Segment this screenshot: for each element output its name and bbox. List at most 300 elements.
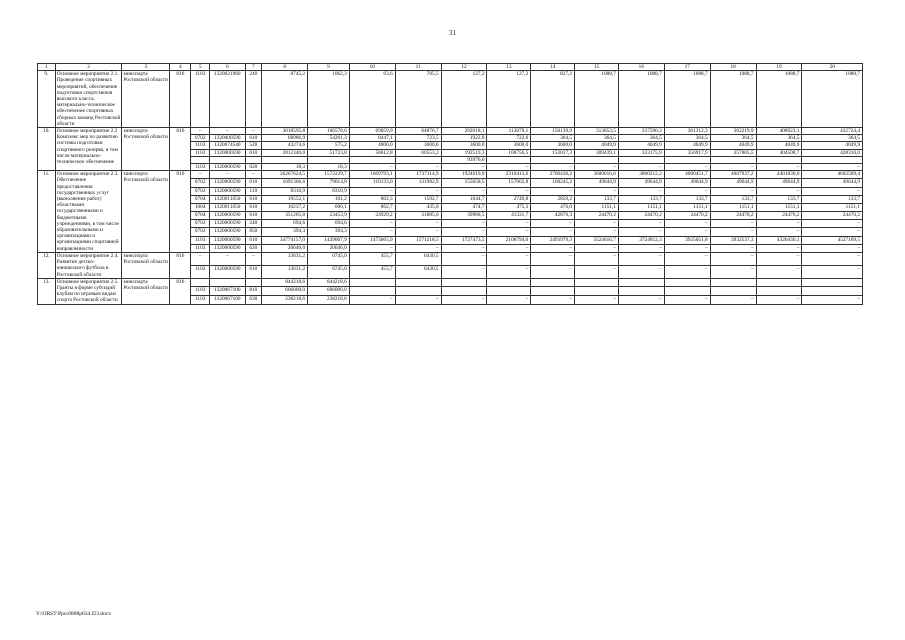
amount-cell: –	[441, 295, 487, 304]
amount-cell: 49644,9	[618, 179, 664, 187]
amount-cell: 1151,1	[710, 203, 756, 211]
amount-cell	[395, 156, 441, 163]
column-header: 4	[170, 64, 191, 71]
amount-cell: –	[710, 244, 756, 252]
amount-cell	[487, 287, 531, 296]
amount-cell: 18,3	[308, 164, 350, 171]
amount-cell: 4527169,5	[802, 236, 863, 244]
amount-cell: –	[710, 187, 756, 195]
amount-cell: –	[618, 220, 664, 228]
amount-cell: –	[710, 164, 756, 171]
amount-cell: –	[441, 187, 487, 195]
code-cell: 850	[245, 228, 262, 236]
amount-cell: 155058,5	[441, 179, 487, 187]
amount-cell	[262, 156, 308, 163]
code-cell: 520	[245, 142, 262, 149]
amount-cell: 364,5	[710, 135, 756, 142]
amount-cell: 4000,0	[349, 142, 395, 149]
amount-cell: 862,7	[349, 203, 395, 211]
amount-cell: –	[531, 265, 575, 278]
grbs-code: 816	[170, 171, 191, 253]
amount-cell: 106578,6	[308, 128, 350, 135]
code-cell: 110	[245, 187, 262, 195]
table-row	[38, 171, 863, 179]
measure-name: Основное мероприятие 2.3. Обеспечение предоставления государственных услуг (выполнение работ) областными государственными и бюджетными учреждениями, в том числе образовательными и организациями и организациями спортивной направленности	[55, 171, 122, 253]
code-cell: 1320000590	[210, 149, 245, 156]
amount-cell: –	[618, 228, 664, 236]
amount-cell: –	[349, 244, 395, 252]
amount-cell: 351265,8	[262, 212, 308, 220]
amount-cell: 408923,1	[756, 128, 802, 135]
executor: минспорта Ростовской области	[122, 71, 170, 128]
grbs-code: 816	[170, 128, 191, 171]
amount-cell: 133,7	[756, 195, 802, 203]
amount-cell: –	[756, 252, 802, 265]
amount-cell: 575,2	[308, 142, 350, 149]
amount-cell: 394,3	[262, 228, 308, 236]
code-cell: –	[191, 252, 210, 265]
amount-cell: 127,2	[487, 71, 531, 128]
amount-cell: –	[664, 252, 710, 265]
amount-cell: –	[575, 187, 619, 195]
amount-cell: –	[802, 244, 863, 252]
amount-cell: –	[756, 265, 802, 278]
code-cell: 1320011050	[210, 203, 245, 211]
amount-cell: 313853,5	[575, 128, 619, 135]
amount-cell: 56612,8	[349, 149, 395, 156]
code-cell: 1320067100	[210, 287, 245, 296]
amount-cell: –	[802, 265, 863, 278]
code-cell	[191, 278, 210, 287]
amount-cell: –	[487, 252, 531, 265]
amount-cell: 2749,8	[487, 195, 531, 203]
executor: минспорта Ростовской области	[122, 171, 170, 253]
grbs-code: 816	[170, 252, 191, 278]
code-cell: 0702	[191, 228, 210, 236]
code-cell: 1320000590	[210, 220, 245, 228]
amount-cell: –	[441, 252, 487, 265]
amount-cell: 474,7	[441, 203, 487, 211]
column-header: 5	[191, 64, 210, 71]
amount-cell: 110133,0	[349, 179, 395, 187]
amount-cell: 192519,3	[441, 149, 487, 156]
code-cell: 610	[245, 236, 262, 244]
column-header: 8	[262, 64, 308, 71]
amount-cell: 1088,7	[618, 71, 664, 128]
column-header: 9	[308, 64, 350, 71]
amount-cell	[802, 156, 863, 163]
amount-cell: 1151,1	[618, 203, 664, 211]
amount-cell	[395, 278, 441, 287]
code-cell	[245, 278, 262, 287]
amount-cell: 3800212,2	[618, 171, 664, 179]
amount-cell: 133,7	[618, 195, 664, 203]
amount-cell: 1922,8	[441, 135, 487, 142]
amount-cell	[349, 278, 395, 287]
amount-cell: 24929,2	[349, 212, 395, 220]
amount-cell: 8447,1	[349, 135, 395, 142]
amount-cell: –	[575, 228, 619, 236]
page-number: 31	[449, 29, 456, 37]
amount-cell: 6745,0	[308, 252, 350, 265]
code-cell: 1103	[191, 149, 210, 156]
amount-cell: –	[487, 244, 531, 252]
amount-cell: –	[575, 244, 619, 252]
code-cell: 610	[245, 265, 262, 278]
amount-cell: 1151,1	[575, 203, 619, 211]
amount-cell: 113079,1	[487, 128, 531, 135]
code-cell	[191, 156, 210, 163]
code-cell: 0702	[191, 220, 210, 228]
code-cell: 1320000590	[210, 164, 245, 171]
executor: минспорта Ростовской области	[122, 278, 170, 304]
amount-cell: 4401830,0	[756, 171, 802, 179]
amount-cell: 3600,0	[487, 142, 531, 149]
amount-cell: –	[395, 295, 441, 304]
amount-cell: –	[441, 265, 487, 278]
amount-cell: 364,5	[756, 135, 802, 142]
code-cell: –	[210, 171, 245, 179]
column-header: 1	[38, 64, 56, 71]
amount-cell	[487, 278, 531, 287]
amount-cell: 24470,2	[664, 212, 710, 220]
amount-cell: 1737114,9	[395, 171, 441, 179]
amount-cell: –	[531, 228, 575, 236]
amount-cell: 1439007,9	[308, 236, 350, 244]
amount-cell: 6745,0	[308, 265, 350, 278]
amount-cell	[618, 278, 664, 287]
amount-cell: 606000,0	[262, 287, 308, 296]
column-header: 16	[618, 64, 664, 71]
executor: минспорта Ростовской области	[122, 128, 170, 171]
code-cell: 0702	[191, 179, 210, 187]
amount-cell: –	[487, 265, 531, 278]
amount-cell: 337590,3	[618, 128, 664, 135]
amount-cell: –	[756, 295, 802, 304]
amount-cell	[349, 156, 395, 163]
amount-cell: 357805,5	[710, 149, 756, 156]
amount-cell: 3524616,7	[575, 236, 619, 244]
amount-cell: 1151,1	[756, 203, 802, 211]
amount-cell: –	[531, 252, 575, 265]
amount-cell: –	[802, 164, 863, 171]
amount-cell: 1572229,7	[308, 171, 350, 179]
amount-cell	[802, 278, 863, 287]
amount-cell: 24470,2	[575, 212, 619, 220]
amount-cell: 4049,9	[575, 142, 619, 149]
amount-cell: 133,7	[710, 195, 756, 203]
amount-cell: –	[395, 187, 441, 195]
amount-cell: –	[802, 295, 863, 304]
table-row	[38, 252, 863, 265]
grbs-code: 816	[170, 71, 191, 128]
code-cell: –	[245, 171, 262, 179]
amount-cell: 60553,2	[395, 149, 441, 156]
amount-cell: 6430,5	[395, 252, 441, 265]
amount-cell: 23453,9	[308, 212, 350, 220]
amount-cell: 1088,7	[575, 71, 619, 128]
amount-cell: 49644,9	[575, 179, 619, 187]
amount-cell: 4049,9	[802, 142, 863, 149]
amount-cell: 1151,1	[802, 203, 863, 211]
measure-name: Основное мероприятие 2.2 Комплекс мер по развитию системы подготовки спортивного резерва, в том числе материально-техническое обеспечение	[55, 128, 122, 171]
amount-cell: 1091366,6	[262, 179, 308, 187]
code-cell: 1103	[191, 287, 210, 296]
amount-cell: 101,2	[308, 195, 350, 203]
amount-cell: 8745,2	[262, 71, 308, 128]
column-header: 19	[756, 64, 802, 71]
code-cell: –	[210, 128, 245, 135]
amount-cell: –	[664, 265, 710, 278]
budget-table	[37, 63, 863, 305]
amount-cell: 3018595,8	[262, 128, 308, 135]
row-number: 13.	[38, 278, 56, 304]
amount-cell: –	[575, 295, 619, 304]
amount-cell: 361312,3	[664, 128, 710, 135]
amount-cell: 13631,2	[262, 252, 308, 265]
amount-cell: 802,3	[349, 195, 395, 203]
amount-cell: –	[618, 187, 664, 195]
code-cell: 1103	[191, 295, 210, 304]
header-row	[38, 64, 863, 71]
amount-cell: 20646,0	[308, 244, 350, 252]
amount-cell: 127,2	[441, 71, 487, 128]
amount-cell	[575, 287, 619, 296]
amount-cell: 606000,0	[308, 287, 350, 296]
amount-cell	[441, 278, 487, 287]
amount-cell	[487, 156, 531, 163]
amount-cell: 4049,9	[664, 142, 710, 149]
amount-cell: 3925051,8	[664, 236, 710, 244]
table-row	[38, 71, 863, 128]
amount-cell: 3600016,6	[575, 171, 619, 179]
code-cell: 1320000590	[210, 228, 245, 236]
amount-cell: 31885,0	[395, 212, 441, 220]
amount-cell: 18,3	[262, 164, 308, 171]
column-header: 18	[710, 64, 756, 71]
amount-cell: 4049,9	[618, 142, 664, 149]
code-cell: 1103	[191, 164, 210, 171]
amount-cell: 364,5	[664, 135, 710, 142]
amount-cell: 333175,9	[618, 149, 664, 156]
amount-cell: 2310413,6	[487, 171, 531, 179]
code-cell: 1320000590	[210, 212, 245, 220]
amount-cell: –	[531, 295, 575, 304]
amount-cell: 6430,5	[395, 265, 441, 278]
amount-cell: 49644,9	[664, 179, 710, 187]
amount-cell: 4007937,2	[710, 171, 756, 179]
code-cell: –	[210, 252, 245, 265]
amount-cell: –	[618, 164, 664, 171]
amount-cell: 133,7	[575, 195, 619, 203]
code-cell: 1004	[191, 203, 210, 211]
amount-cell: 54261,3	[308, 135, 350, 142]
footer-filepath: Y:\ORST\Ppo\0808p634.f23.docx	[36, 611, 111, 617]
amount-cell: –	[802, 220, 863, 228]
code-cell: 1320000590	[210, 265, 245, 278]
amount-cell: –	[395, 228, 441, 236]
amount-cell: –	[487, 228, 531, 236]
amount-cell: 844218,6	[262, 278, 308, 287]
amount-cell: 364,5	[531, 135, 575, 142]
amount-cell	[531, 156, 575, 163]
amount-cell: 1062,3	[308, 71, 350, 128]
amount-cell: 4049,9	[756, 142, 802, 149]
amount-cell: 42876,3	[531, 212, 575, 220]
amount-cell	[664, 287, 710, 296]
column-header: 13	[487, 64, 531, 71]
amount-cell: 1473065,9	[349, 236, 395, 244]
amount-cell: –	[618, 244, 664, 252]
code-cell: 1103	[191, 244, 210, 252]
amount-cell: –	[664, 164, 710, 171]
amount-cell	[756, 287, 802, 296]
amount-cell: 43274,6	[262, 142, 308, 149]
amount-cell: –	[575, 265, 619, 278]
code-cell: 0702	[191, 135, 210, 142]
amount-cell: 1088,7	[802, 71, 863, 128]
amount-cell	[710, 287, 756, 296]
amount-cell: –	[349, 220, 395, 228]
code-cell: 1320000590	[210, 135, 245, 142]
amount-cell: –	[531, 187, 575, 195]
amount-cell: 34774157,0	[262, 236, 308, 244]
amount-cell: –	[531, 220, 575, 228]
amount-cell: –	[664, 295, 710, 304]
code-cell: 630	[245, 295, 262, 304]
amount-cell: 156139,9	[531, 128, 575, 135]
amount-cell	[395, 287, 441, 296]
amount-cell: 51723,8	[308, 149, 350, 156]
code-cell: 0704	[191, 195, 210, 203]
column-header: 10	[349, 64, 395, 71]
amount-cell: 455,7	[349, 252, 395, 265]
amount-cell: 24470,2	[756, 212, 802, 220]
amount-cell: 292018,1	[441, 128, 487, 135]
amount-cell: 428310,0	[802, 149, 863, 156]
amount-cell: 238218,6	[308, 295, 350, 304]
column-header: 3	[122, 64, 170, 71]
amount-cell: –	[618, 295, 664, 304]
amount-cell	[618, 156, 664, 163]
code-cell: 610	[245, 203, 262, 211]
amount-cell: –	[487, 187, 531, 195]
amount-cell: –	[487, 220, 531, 228]
amount-cell: 362219,9	[710, 128, 756, 135]
amount-cell: 3600,0	[441, 142, 487, 149]
code-cell: –	[191, 128, 210, 135]
amount-cell: –	[802, 187, 863, 195]
amount-cell: –	[664, 244, 710, 252]
amount-cell: 1727473,5	[441, 236, 487, 244]
amount-cell: –	[802, 228, 863, 236]
measure-name: Основное мероприятие 2.4. Развитие детско-юношеского футбола в Ростовской области	[55, 252, 122, 278]
column-header: 17	[664, 64, 710, 71]
code-cell: 1102	[191, 265, 210, 278]
grbs-code: 816	[170, 278, 191, 304]
amount-cell: 49644,9	[756, 179, 802, 187]
amount-cell: 1151,1	[664, 203, 710, 211]
amount-cell: –	[664, 187, 710, 195]
amount-cell: 3932537,3	[710, 236, 756, 244]
amount-cell: 1924619,9	[441, 171, 487, 179]
amount-cell: –	[487, 295, 531, 304]
code-cell: 610	[245, 179, 262, 187]
amount-cell: 1088,7	[756, 71, 802, 128]
amount-cell: 1088,7	[710, 71, 756, 128]
code-cell: 620	[245, 244, 262, 252]
column-header: 11	[395, 64, 441, 71]
amount-cell: 3600,0	[395, 142, 441, 149]
amount-cell: –	[756, 187, 802, 195]
code-cell: 1103	[191, 236, 210, 244]
amount-cell: –	[710, 220, 756, 228]
amount-cell: –	[395, 220, 441, 228]
amount-cell: –	[710, 265, 756, 278]
amount-cell: –	[802, 252, 863, 265]
amount-cell: 8310,9	[308, 187, 350, 195]
amount-cell: 157062,8	[487, 179, 531, 187]
amount-cell: –	[575, 220, 619, 228]
amount-cell: 694,6	[308, 220, 350, 228]
executor: минспорта Ростовской области	[122, 252, 170, 278]
code-cell: 610	[245, 195, 262, 203]
amount-cell: 1088,7	[664, 71, 710, 128]
amount-cell: 432724,4	[802, 128, 863, 135]
column-header: 15	[575, 64, 619, 71]
code-cell: 0702	[191, 187, 210, 195]
amount-cell: 606,1	[308, 203, 350, 211]
code-cell: 1103	[191, 71, 210, 128]
code-cell: 1320000590	[210, 244, 245, 252]
amount-cell: 4049,9	[710, 142, 756, 149]
amount-cell: 93976,0	[441, 156, 487, 163]
amount-cell: 24470,2	[710, 212, 756, 220]
amount-cell: –	[756, 228, 802, 236]
amount-cell: 4000451,7	[664, 171, 710, 179]
amount-cell: 827,2	[531, 71, 575, 128]
amount-cell: –	[575, 252, 619, 265]
amount-cell: 309439,1	[575, 149, 619, 156]
amount-cell	[308, 156, 350, 163]
column-header: 7	[245, 64, 262, 71]
amount-cell: 19552,1	[262, 195, 308, 203]
amount-cell: 705,5	[395, 71, 441, 128]
amount-cell: 63,6	[349, 71, 395, 128]
amount-cell: 364,5	[618, 135, 664, 142]
code-cell: 1320000590	[210, 187, 245, 195]
row-number: 11.	[38, 171, 56, 253]
code-cell: 1103	[191, 142, 210, 149]
code-cell: –	[245, 128, 262, 135]
amount-cell: 20646,0	[262, 244, 308, 252]
amount-cell: –	[349, 164, 395, 171]
amount-cell: 722,6	[487, 135, 531, 142]
code-cell: –	[191, 171, 210, 179]
amount-cell: 4326430,1	[756, 236, 802, 244]
amount-cell: 2812340,0	[262, 149, 308, 156]
amount-cell: 1571218,5	[395, 236, 441, 244]
table-row	[38, 278, 863, 287]
amount-cell	[575, 156, 619, 163]
column-header: 20	[802, 64, 863, 71]
code-cell: 240	[245, 220, 262, 228]
amount-cell: –	[441, 220, 487, 228]
code-cell	[245, 156, 262, 163]
code-cell: 240	[245, 71, 262, 128]
amount-cell	[575, 278, 619, 287]
amount-cell: –	[441, 228, 487, 236]
